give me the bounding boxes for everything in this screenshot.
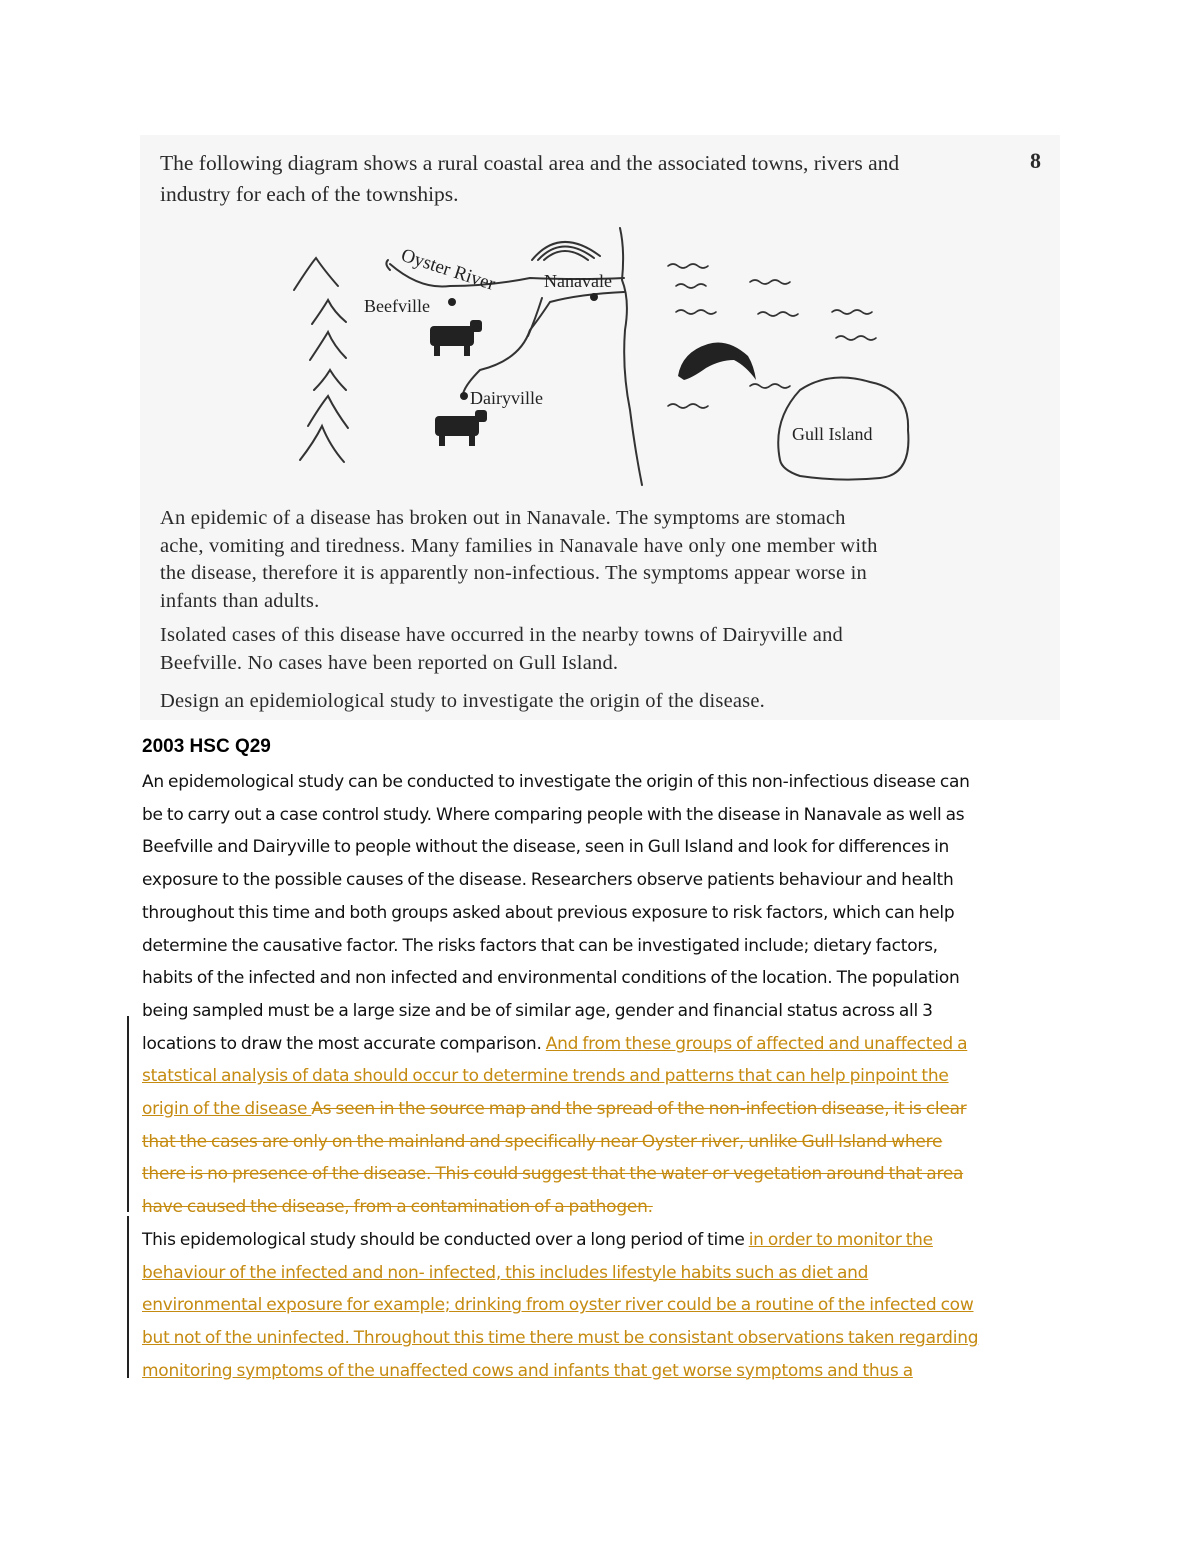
change-bar	[127, 1216, 129, 1378]
inserted-text: monitoring symptoms of the unaffected cows and infants that get worse symptoms and thus a	[142, 1360, 913, 1381]
change-bar	[127, 1016, 129, 1212]
answer-line	[142, 1257, 1062, 1290]
paragraph-line: An epidemic of a disease has broken out in Nanavale. The symptoms are stomach	[160, 507, 846, 529]
answer-line	[142, 1126, 1062, 1159]
answer-line	[142, 1028, 1062, 1061]
inserted-text: And from these groups of affected and unaffected a	[545, 1033, 968, 1054]
coastline	[620, 228, 642, 485]
mountains-icon	[294, 258, 348, 462]
gull-island-label: Gull Island	[792, 424, 873, 444]
answer-line	[142, 1060, 1062, 1093]
deleted-text: have caused the disease, from a contamination of a pathogen.	[142, 1197, 653, 1218]
answer-line: determine the causative factor. The risks factors that can be investigated include; dietary factors,	[142, 935, 938, 956]
paragraph-line: Isolated cases of this disease have occurred in the nearby towns of Dairyville and	[160, 624, 843, 646]
beefville-label: Beefville	[364, 296, 430, 316]
answer-line	[142, 1355, 1062, 1388]
answer-line: Beefville and Dairyville to people without the disease, seen in Gull Island and look for differences in	[142, 837, 950, 858]
inserted-text: statstical analysis of data should occur to determine trends and patterns that can help pinpoint the	[142, 1066, 949, 1087]
inserted-text: origin of the disease	[142, 1099, 312, 1120]
question-paragraph-3	[160, 688, 970, 716]
deleted-text: As seen in the source map and the spread of the non-infection disease, it is clear	[311, 1099, 967, 1120]
deleted-text: there is no presence of the disease. This could suggest that the water or vegetation around that area	[142, 1164, 964, 1185]
answer-body	[142, 766, 1062, 1387]
question-paragraph-2	[160, 622, 970, 677]
answer-line	[142, 1322, 1062, 1355]
question-paragraph-1	[160, 505, 970, 615]
intro-line: industry for each of the townships.	[160, 182, 459, 206]
dairyville-label: Dairyville	[470, 388, 543, 408]
waves-icon	[668, 264, 876, 408]
marks-value: 8	[1030, 148, 1041, 173]
paragraph-line: the disease, therefore it is apparently non-infectious. The symptoms appear worse in	[160, 562, 867, 584]
paragraph-line: Design an epidemiological study to investigate the origin of the disease.	[160, 690, 765, 712]
answer-line: throughout this time and both groups asked about previous exposure to risk factors, which can help	[142, 902, 955, 923]
paragraph-line: infants than adults.	[160, 589, 320, 612]
nanavale-label: Nanavale	[544, 271, 612, 291]
answer-line: An epidemological study can be conducted to investigate the origin of this non-infectious disease can	[142, 772, 970, 792]
answer-heading: 2003 HSC Q29	[142, 736, 271, 757]
cow-icon	[435, 410, 487, 446]
answer-line: exposure to the possible causes of the disease. Researchers observe patients behaviour and health	[142, 870, 954, 891]
paragraph-line: ache, vomiting and tiredness. Many families in Nanavale have only one member with	[160, 534, 878, 557]
answer-line: be to carry out a case control study. Where comparing people with the disease in Nanavale as well as	[142, 804, 965, 825]
answer-line: being sampled must be a large size and be of similar age, gender and financial status across all 3	[142, 1000, 933, 1021]
intro-line: The following diagram shows a rural coastal area and the associated towns, rivers and	[160, 151, 900, 175]
answer-line	[142, 1093, 1062, 1126]
inserted-text: but not of the uninfected. Throughout this time there must be consistant observations taken regarding	[142, 1327, 979, 1348]
answer-line: habits of the infected and non infected and environmental conditions of the location. The population	[142, 968, 960, 989]
answer-line	[142, 1191, 1062, 1224]
inserted-text: environmental exposure for example; drinking from oyster river could be a routine of the infected cow	[142, 1295, 974, 1316]
coastal-map	[280, 220, 920, 510]
inserted-text: in order to monitor the	[748, 1229, 933, 1250]
answer-line	[142, 1289, 1062, 1322]
question-intro	[160, 148, 980, 210]
inserted-text: behaviour of the infected and non- infected, this includes lifestyle habits such as diet and	[142, 1262, 869, 1283]
dolphin-icon	[678, 343, 756, 381]
plain-text: locations to draw the most accurate comparison.	[142, 1033, 546, 1054]
paragraph-line: Beefville. No cases have been reported on Gull Island.	[160, 651, 619, 674]
rainbow-icon	[532, 242, 600, 260]
answer-line	[142, 1158, 1062, 1191]
river-label: Oyster River	[398, 244, 498, 295]
answer-line	[142, 1224, 1062, 1257]
cow-icon	[430, 320, 482, 356]
deleted-text: that the cases are only on the mainland and specifically near Oyster river, unlike Gull Island where	[142, 1131, 943, 1152]
plain-text: This epidemological study should be conducted over a long period of time	[142, 1229, 749, 1250]
